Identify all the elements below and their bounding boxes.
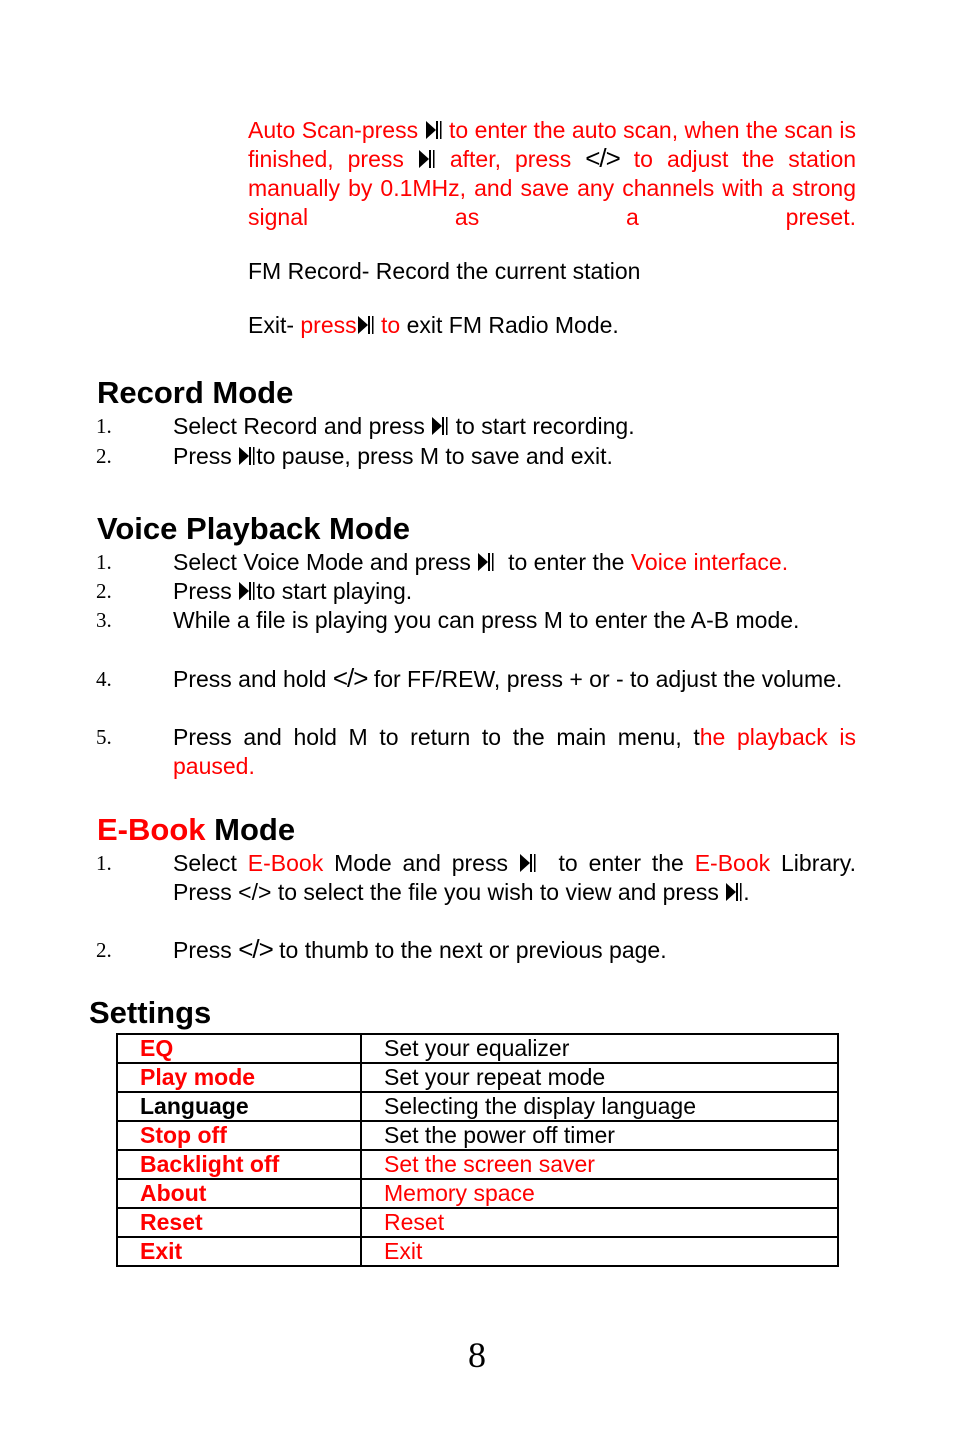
list-text: Select Record and press [173, 413, 425, 439]
table-row [117, 1034, 838, 1063]
play-pause-icon [418, 148, 436, 170]
list-text: Mode and press [334, 850, 508, 876]
list-number: 2. [96, 579, 112, 603]
list-text-highlight: he playback is paused. [173, 724, 857, 779]
settings-table [116, 1033, 839, 1267]
setting-description: Set your repeat mode [361, 1063, 838, 1092]
play-pause-icon [519, 852, 537, 874]
record-mode-heading: Record Mode [97, 375, 294, 410]
table-row [117, 1237, 838, 1266]
list-text: to enter the [558, 850, 684, 876]
setting-description: Memory space [361, 1179, 838, 1208]
setting-name: Backlight off [117, 1150, 361, 1179]
list-text: Press [173, 937, 232, 963]
play-pause-icon [477, 551, 495, 573]
list-text-highlight: E-Book [694, 850, 771, 876]
autoscan-text-1: Auto Scan-press [248, 117, 419, 143]
autoscan-text-4: to adjust the station manually by 0.1MHz, and save any channels with a strong signal as a preset. [248, 146, 857, 230]
play-pause-icon [725, 881, 743, 903]
setting-description: Exit [361, 1237, 838, 1266]
table-row [117, 1179, 838, 1208]
list-text: Press and hold M to return to the main menu, t [173, 724, 700, 750]
list-text: Press and hold [173, 666, 327, 692]
setting-name: Language [117, 1092, 361, 1121]
table-row [117, 1092, 838, 1121]
autoscan-paragraph [248, 116, 856, 232]
list-text: to thumb to the next or previous page. [279, 937, 667, 963]
list-text: Library. Press </> to select the file you wish to view and press [173, 850, 856, 905]
settings-heading: Settings [89, 995, 212, 1030]
list-text: Select Voice Mode and press [173, 549, 471, 575]
list-text: to start playing. [256, 578, 413, 604]
list-text: Press [173, 443, 232, 469]
setting-name: About [117, 1179, 361, 1208]
play-pause-icon [238, 445, 256, 467]
list-number: 1. [96, 414, 112, 438]
list-text: for FF/REW, press + or - to adjust the volume. [373, 666, 843, 692]
list-number: 2. [96, 444, 112, 468]
list-text: to enter the [508, 549, 625, 575]
left-right-icon: </> [332, 663, 368, 693]
table-row [117, 1063, 838, 1092]
setting-description: Reset [361, 1208, 838, 1237]
list-text: Press [173, 578, 232, 604]
setting-name: Reset [117, 1208, 361, 1237]
list-number: 5. [96, 725, 112, 749]
fm-record-line: FM Record- Record the current station [248, 258, 641, 284]
table-row [117, 1121, 838, 1150]
autoscan-text-3: after, press [449, 146, 572, 172]
list-number: 2. [96, 938, 112, 962]
fm-exit-label: Exit- [248, 312, 294, 338]
setting-name: Exit [117, 1237, 361, 1266]
table-row [117, 1208, 838, 1237]
ebook-mode-heading [97, 813, 295, 847]
fm-exit-press: press [300, 312, 357, 338]
setting-description: Set the screen saver [361, 1150, 838, 1179]
autoscan-text-2: to enter the auto scan, when the scan is finished, press [248, 117, 857, 172]
list-number: 3. [96, 608, 112, 632]
list-text: Select [173, 850, 237, 876]
list-number: 4. [96, 667, 112, 691]
setting-name: Play mode [117, 1063, 361, 1092]
list-number: 1. [96, 851, 112, 875]
play-pause-icon [357, 314, 375, 336]
page-number: 8 [468, 1335, 486, 1375]
setting-description: Set your equalizer [361, 1034, 838, 1063]
fm-exit-line [248, 311, 856, 340]
setting-description: Set the power off timer [361, 1121, 838, 1150]
list-number: 1. [96, 550, 112, 574]
fm-exit-rest: exit FM Radio Mode. [406, 312, 619, 338]
setting-description: Selecting the display language [361, 1092, 838, 1121]
list-text-highlight: E-Book [247, 850, 324, 876]
list-text: . [743, 879, 750, 905]
list-text: to pause, press M to save and exit. [256, 443, 613, 469]
left-right-icon: </> [585, 143, 620, 173]
list-text: While a file is playing you can press M to enter the A-B mode. [173, 607, 800, 633]
list-text: to start recording. [455, 413, 635, 439]
setting-name: Stop off [117, 1121, 361, 1150]
play-pause-icon [425, 119, 443, 141]
ebook-title-rest: Mode [214, 812, 296, 847]
voice-mode-heading: Voice Playback Mode [97, 511, 410, 546]
fm-exit-to: to [381, 312, 401, 338]
play-pause-icon [238, 580, 256, 602]
play-pause-icon [431, 415, 449, 437]
setting-name: EQ [117, 1034, 361, 1063]
table-row [117, 1150, 838, 1179]
left-right-icon: </> [238, 934, 273, 964]
ebook-title-red: E-Book [97, 812, 206, 847]
list-text-highlight: Voice interface. [630, 549, 789, 575]
